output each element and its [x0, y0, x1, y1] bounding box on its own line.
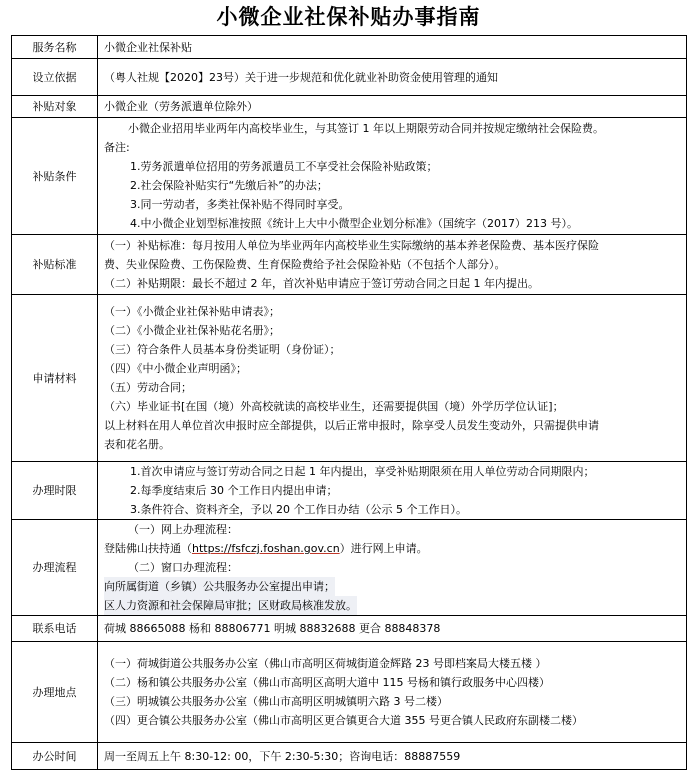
label-service-name: 服务名称	[12, 36, 98, 59]
process-window-text: 区人力资源和社会保障局审批；区财政局核准发放。	[104, 596, 357, 615]
value-process	[98, 520, 687, 616]
process-online-line	[104, 539, 680, 558]
conditions-note: 1.劳务派遣单位招用的劳务派遣员工不享受社会保险补贴政策；	[130, 160, 438, 173]
materials-line: （五）劳动合同；	[104, 381, 192, 394]
standard-line: 费、失业保险费、工伤保险费、生育保险费给予社会保险补贴（不包括个人部分）。	[104, 258, 506, 271]
materials-line: （六）毕业证书[在国（境）外高校就读的高校毕业生，还需要提供国（境）外学历学位认证]；	[104, 400, 564, 413]
materials-line: （一）《小微企业社保补贴申请表》；	[104, 305, 280, 318]
process-window-title: （二）窗口办理流程：	[128, 561, 238, 574]
value-basis: （粤人社规【2020】23号）关于进一步规范和优化就业补助资金使用管理的通知	[98, 59, 687, 96]
process-window-line	[104, 577, 680, 596]
row-hours	[12, 743, 687, 770]
row-target	[12, 96, 687, 118]
value-service-name: 小微企业社保补贴	[98, 36, 687, 59]
materials-line: 表和花名册。	[104, 438, 170, 451]
row-conditions	[12, 118, 687, 235]
label-deadline: 办理时限	[12, 462, 98, 520]
value-conditions	[98, 118, 687, 235]
label-location: 办理地点	[12, 642, 98, 743]
location-line: （四）更合镇公共服务办公室（佛山市高明区更合镇更合大道 355 号更合镇人民政府东副楼二楼）	[104, 714, 583, 727]
row-materials	[12, 295, 687, 462]
label-basis: 设立依据	[12, 59, 98, 96]
label-target: 补贴对象	[12, 96, 98, 118]
materials-line: （四）《中小微企业声明函》；	[104, 362, 247, 375]
row-service-name	[12, 36, 687, 59]
location-line: （三）明城镇公共服务办公室（佛山市高明区明城镇明六路 3 号二楼）	[104, 695, 448, 708]
value-materials	[98, 295, 687, 462]
label-phone: 联系电话	[12, 616, 98, 642]
standard-line: （一）补贴标准：每月按用人单位为毕业两年内高校毕业生实际缴纳的基本养老保险费、基本医疗保险	[104, 239, 599, 252]
location-line: （一）荷城街道公共服务办公室（佛山市高明区荷城街道金辉路 23 号即档案局大楼五楼 ）	[104, 657, 547, 670]
value-hours: 周一至周五上午 8:30-12: 00，下午 2:30-5:30；咨询电话：88887559	[98, 743, 687, 770]
row-phone	[12, 616, 687, 642]
conditions-main: 小微企业招用毕业两年内高校毕业生，与其签订 1 年以上期限劳动合同并按规定缴纳社会保险费。	[128, 122, 604, 135]
label-conditions: 补贴条件	[12, 118, 98, 235]
row-standard	[12, 235, 687, 295]
process-window-text: 向所属街道（乡镇）公共服务办公室提出申请；	[104, 577, 335, 596]
deadline-line: 3.条件符合、资料齐全，予以 20 个工作日办结（公示 5 个工作日）。	[130, 503, 467, 516]
label-materials: 申请材料	[12, 295, 98, 462]
label-standard: 补贴标准	[12, 235, 98, 295]
process-online-suffix: ）进行网上申请。	[339, 542, 428, 555]
value-phone: 荷城 88665088 杨和 88806771 明城 88832688 更合 88848378	[98, 616, 687, 642]
value-target: 小微企业（劳务派遣单位除外）	[98, 96, 687, 118]
row-location	[12, 642, 687, 743]
materials-line: （二）《小微企业社保补贴花名册》；	[104, 324, 280, 337]
page-title: 小微企业社保补贴办事指南	[216, 5, 481, 29]
process-online-prefix: 登陆佛山扶持通（	[104, 542, 192, 555]
row-basis	[12, 59, 687, 96]
value-standard	[98, 235, 687, 295]
conditions-note-title: 备注:	[104, 141, 130, 154]
deadline-line: 1.首次申请应与签订劳动合同之日起 1 年内提出，享受补贴期限须在用人单位劳动合同期限内；	[130, 465, 595, 478]
conditions-note: 2.社会保险补贴实行“先缴后补”的办法；	[130, 179, 328, 192]
label-hours: 办公时间	[12, 743, 98, 770]
materials-line: （三）符合条件人员基本身份类证明（身份证）；	[104, 343, 341, 356]
conditions-note: 3.同一劳动者，多类社保补贴不得同时享受。	[130, 198, 350, 211]
location-line: （二）杨和镇公共服务办公室（佛山市高明区高明大道中 115 号杨和镇行政服务中心四楼）	[104, 676, 550, 689]
label-process: 办理流程	[12, 520, 98, 616]
conditions-note: 4.中小微企业划型标准按照《统计上大中小微型企业划分标准》（国统字（2017）213 号）。	[130, 217, 578, 230]
guide-table	[11, 35, 687, 770]
deadline-line: 2.每季度结束后 30 个工作日内提出申请；	[130, 484, 338, 497]
value-deadline	[98, 462, 687, 520]
row-deadline	[12, 462, 687, 520]
materials-line: 以上材料在用人单位首次申报时应全部提供，以后正常申报时，除享受人员发生变动外，只需提供申请	[104, 419, 599, 432]
process-online-title: （一）网上办理流程：	[128, 523, 238, 536]
row-process	[12, 520, 687, 616]
value-location	[98, 642, 687, 743]
standard-line: （二）补贴期限：最长不超过 2 年，首次补贴申请应于签订劳动合同之日起 1 年内提出。	[104, 277, 539, 290]
process-window-line	[104, 596, 680, 615]
process-online-url[interactable]: https://fsfczj.foshan.gov.cn	[192, 542, 340, 555]
